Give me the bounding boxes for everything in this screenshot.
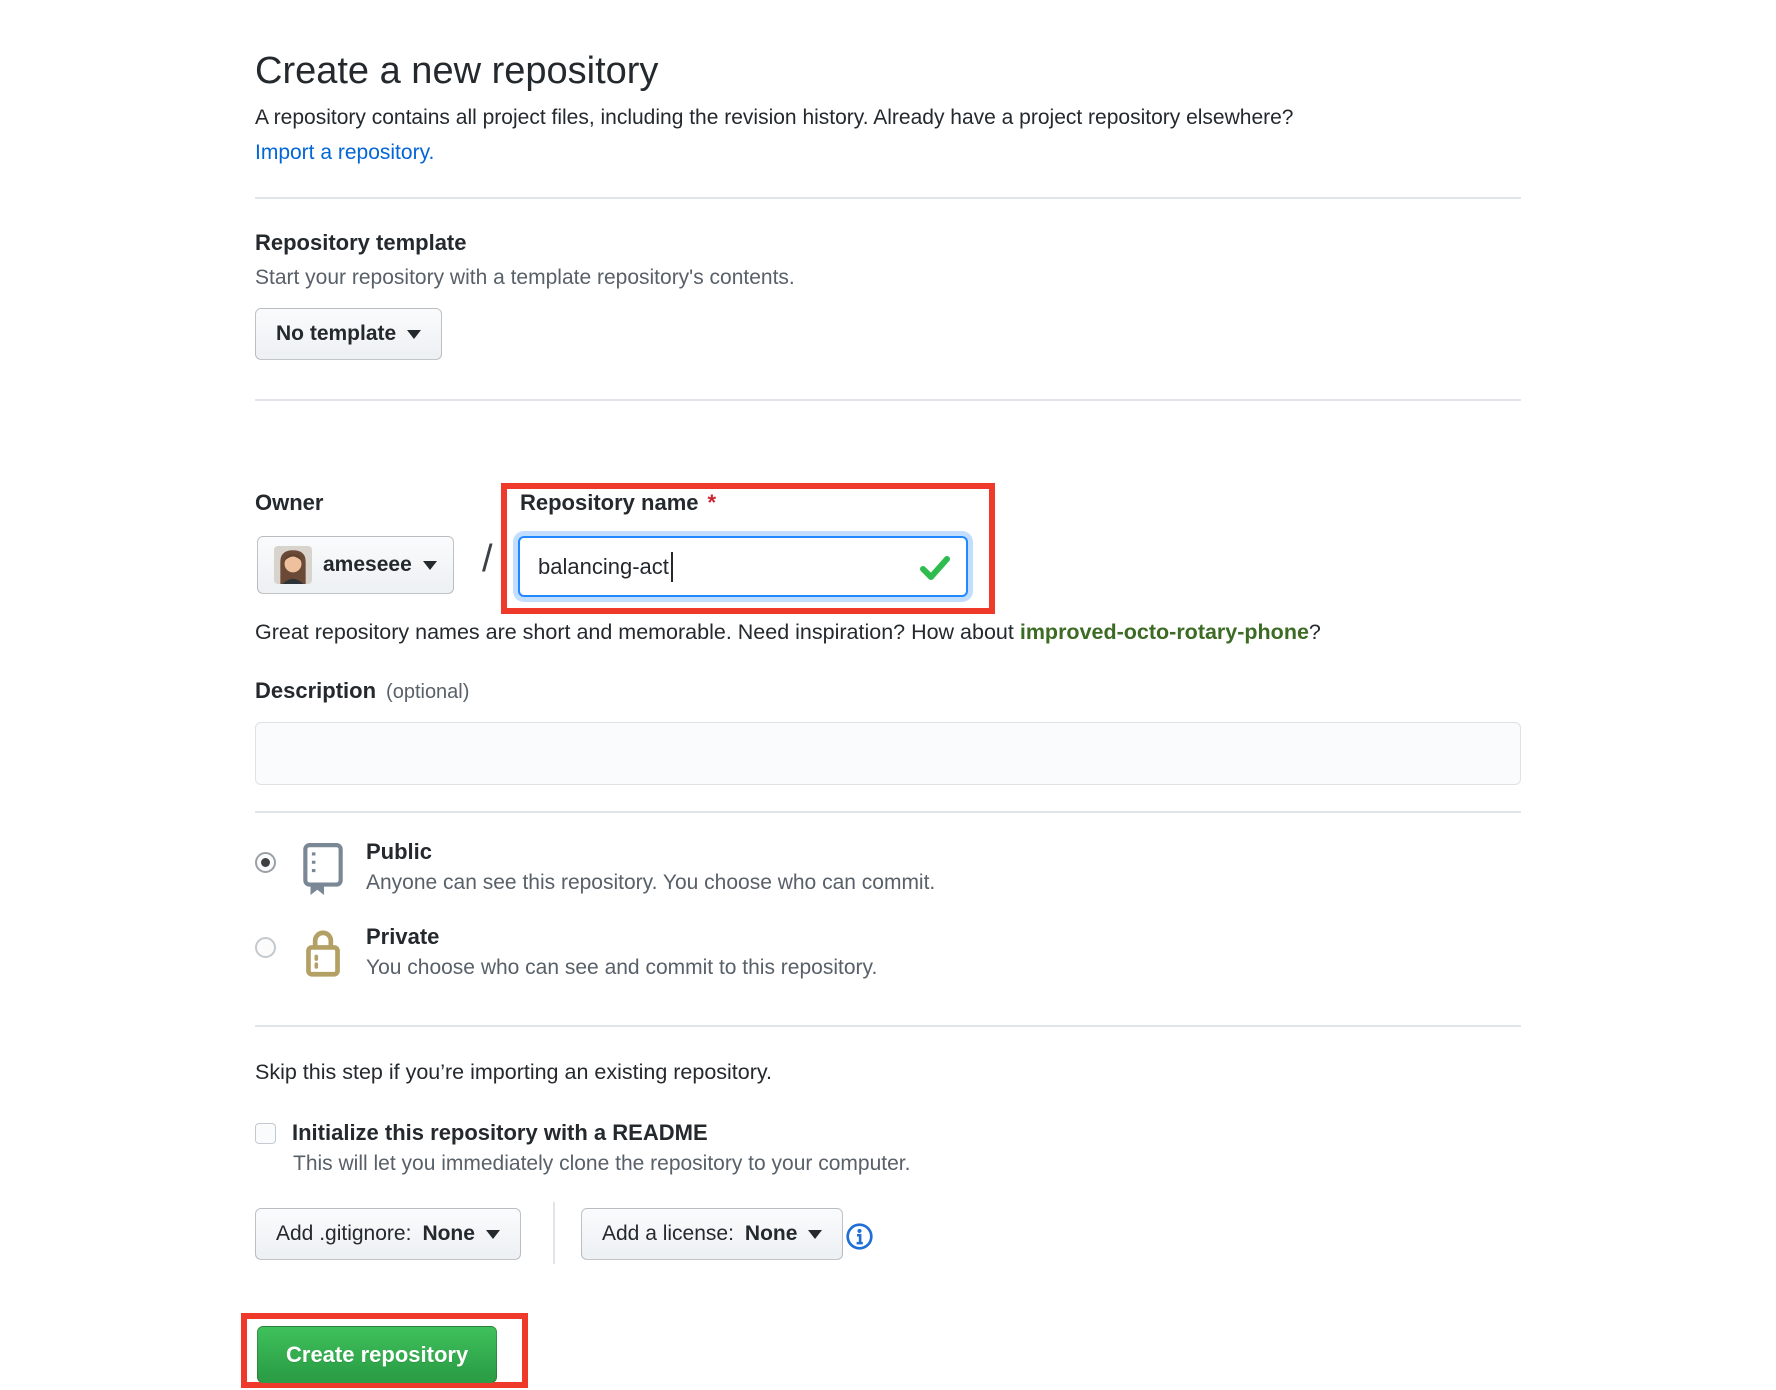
repository-name-label-row xyxy=(520,490,716,516)
public-option-description: Anyone can see this repository. You choose who can commit. xyxy=(366,871,936,894)
no-template-dropdown[interactable] xyxy=(255,308,442,360)
no-template-dropdown-label: No template xyxy=(276,322,397,345)
description-input[interactable] xyxy=(255,722,1521,785)
private-option-description: You choose who can see and commit to this repository. xyxy=(366,956,878,979)
repo-book-icon xyxy=(292,842,354,896)
owner-label: Owner xyxy=(255,490,324,515)
create-repository-button[interactable]: Create repository xyxy=(257,1326,497,1383)
add-license-label: Add a license: xyxy=(602,1222,734,1245)
public-radio[interactable] xyxy=(255,852,276,873)
repository-name-hint xyxy=(255,620,1605,645)
name-available-check-icon xyxy=(920,556,950,586)
chevron-down-icon xyxy=(486,1230,500,1246)
repository-template-heading: Repository template xyxy=(255,230,467,255)
readme-subtext: This will let you immediately clone the repository to your computer. xyxy=(293,1152,911,1175)
description-optional-label: (optional) xyxy=(386,681,470,703)
visibility-option-private xyxy=(255,921,877,983)
text-cursor xyxy=(671,552,673,582)
info-icon[interactable] xyxy=(845,1222,874,1257)
owner-dropdown-label: ameseee xyxy=(323,553,412,576)
skip-step-note: Skip this step if you’re importing an existing repository. xyxy=(255,1060,773,1084)
import-repository-link[interactable]: Import a repository. xyxy=(255,141,435,164)
page-intro: A repository contains all project files, including the revision history. Already have a project repository elsewhere? xyxy=(255,106,1294,129)
chevron-down-icon xyxy=(407,330,421,346)
suggested-name-link[interactable]: improved-octo-rotary-phone xyxy=(1019,620,1309,644)
private-radio[interactable] xyxy=(255,937,276,958)
required-asterisk: * xyxy=(707,490,717,515)
hint-suffix: ? xyxy=(1308,620,1321,644)
chevron-down-icon xyxy=(423,561,437,577)
repository-name-label: Repository name xyxy=(520,490,699,515)
add-gitignore-value: None xyxy=(422,1222,475,1245)
section-divider xyxy=(255,197,1521,199)
readme-row xyxy=(255,1116,708,1150)
add-license-value: None xyxy=(744,1222,798,1245)
repository-template-subtext: Start your repository with a template repository's contents. xyxy=(255,266,795,289)
owner-repo-separator: / xyxy=(482,538,493,580)
lock-icon xyxy=(292,927,354,979)
public-option-label[interactable]: Public xyxy=(366,839,433,864)
repository-name-value: balancing-act xyxy=(538,553,669,579)
chevron-down-icon xyxy=(808,1230,822,1246)
readme-checkbox[interactable] xyxy=(255,1123,276,1144)
section-divider xyxy=(255,1025,1521,1027)
page-title: Create a new repository xyxy=(255,50,659,92)
add-license-dropdown[interactable] xyxy=(581,1208,843,1260)
private-option-label[interactable]: Private xyxy=(366,924,440,949)
add-gitignore-label: Add .gitignore: xyxy=(276,1222,412,1245)
readme-checkbox-label[interactable]: Initialize this repository with a README xyxy=(292,1120,708,1145)
add-gitignore-dropdown[interactable] xyxy=(255,1208,521,1260)
visibility-option-public xyxy=(255,836,935,898)
repository-name-input[interactable] xyxy=(518,536,968,597)
description-label: Description xyxy=(255,678,377,703)
hint-prefix: Great repository names are short and memorable. Need inspiration? How about xyxy=(255,620,1020,644)
owner-dropdown[interactable] xyxy=(257,536,454,594)
section-divider xyxy=(255,811,1521,813)
owner-avatar xyxy=(274,546,312,584)
vertical-divider xyxy=(553,1202,555,1264)
section-divider xyxy=(255,399,1521,401)
description-label-row xyxy=(255,678,469,704)
